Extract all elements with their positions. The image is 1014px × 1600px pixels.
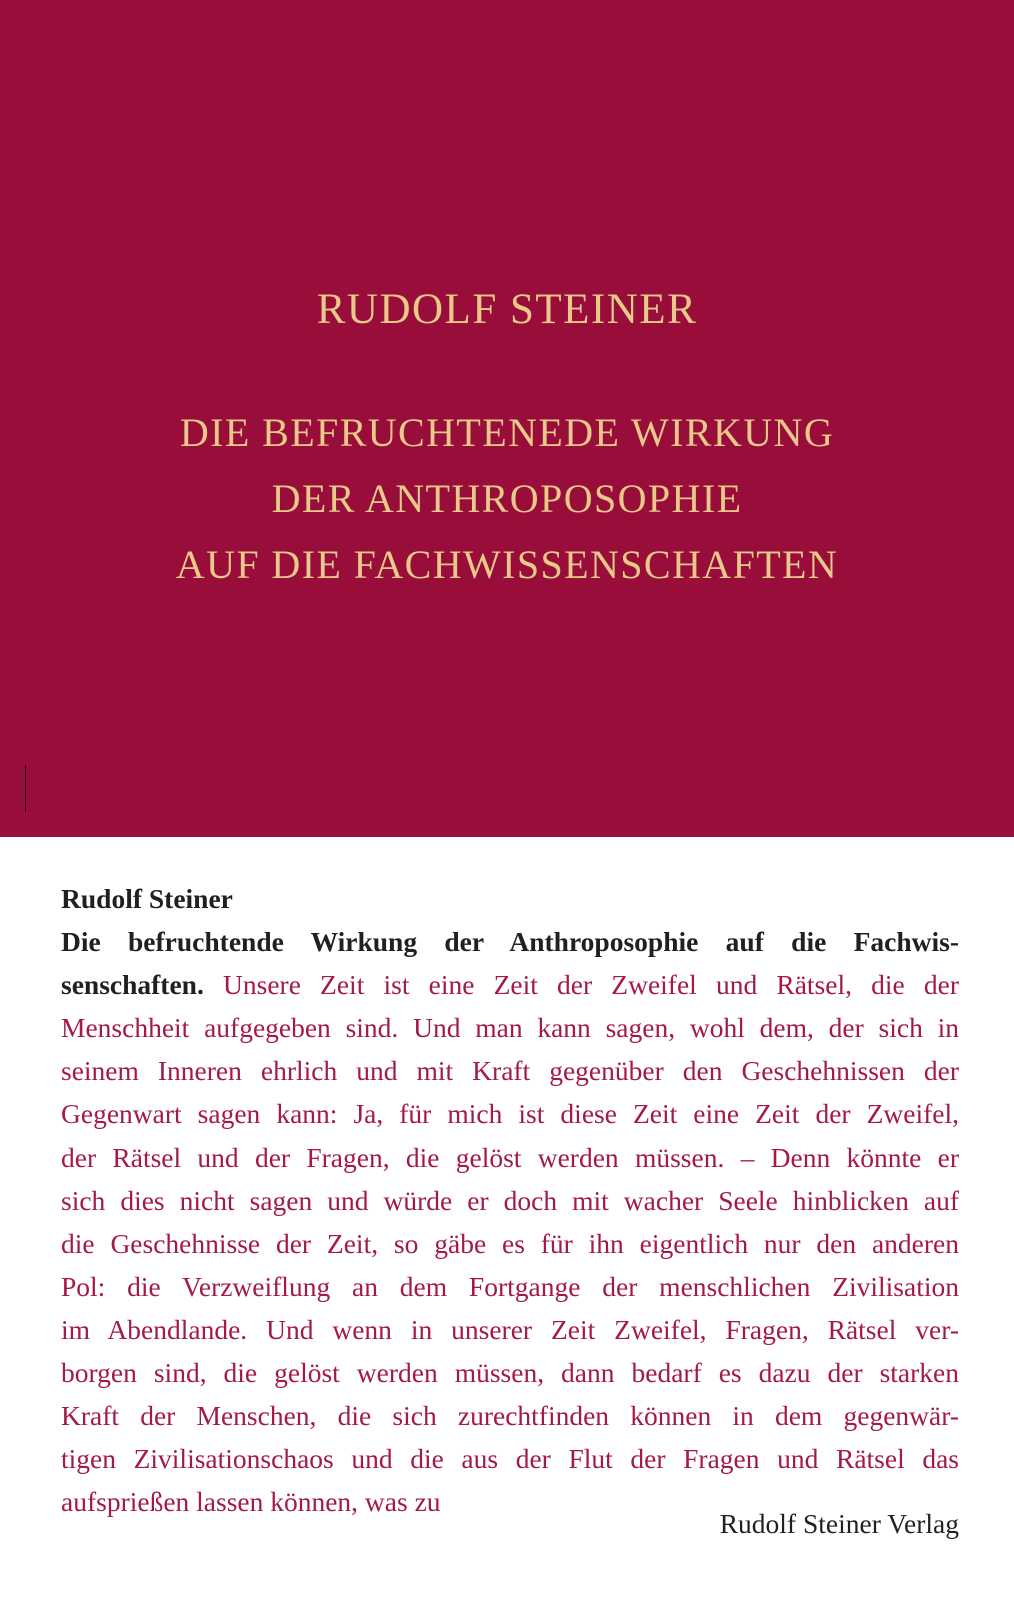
cover-title-line-3: AUF DIE FACHWISSENSCHAFTEN bbox=[175, 542, 839, 587]
blurb-line: tigen Zivilisationschaos und die aus der Flut der Fragen und Rätsel das bbox=[61, 1443, 959, 1475]
blurb-text bbox=[61, 877, 959, 1523]
fold-mark bbox=[25, 765, 26, 812]
blurb-line: im Abendlande. Und wenn in unserer Zeit Zweifel, Fragen, Rätsel ver- bbox=[61, 1313, 959, 1345]
blurb-line bbox=[61, 963, 959, 1006]
blurb-line: die Geschehnisse der Zeit, so gäbe es für ihn eigentlich nur den anderen bbox=[61, 1227, 959, 1259]
blurb-author: Rudolf Steiner bbox=[61, 883, 233, 914]
blurb-title-line: Die befruchtende Wirkung der Anthroposophie auf die Fachwis- bbox=[61, 926, 959, 958]
blurb-line: Gegenwart sagen kann: Ja, für mich ist diese Zeit eine Zeit der Zweifel, bbox=[61, 1098, 959, 1130]
cover-title-line-2: DER ANTHROPOSOPHIE bbox=[271, 476, 743, 521]
blurb-title-end: senschaften. bbox=[61, 969, 204, 1001]
blurb-line: der Rätsel und der Fragen, die gelöst werden müssen. – Denn könnte er bbox=[61, 1141, 959, 1173]
blurb-line: sich dies nicht sagen und würde er doch mit wacher Seele hinblicken auf bbox=[61, 1184, 959, 1216]
blurb-last-line: aufsprießen lassen können, was zu bbox=[61, 1486, 441, 1518]
blurb-line: Menschheit aufgegeben sind. Und man kann sagen, wohl dem, der sich in bbox=[61, 1012, 959, 1044]
cover-author: RUDOLF STEINER bbox=[316, 286, 698, 333]
blurb-line: Kraft der Menschen, die sich zurechtfinden können in dem gegenwär- bbox=[61, 1400, 959, 1432]
blurb-line: borgen sind, die gelöst werden müssen, dann bedarf es dazu der starken bbox=[61, 1357, 959, 1389]
cover-title-line-1: DIE BEFRUCHTENEDE WIRKUNG bbox=[179, 410, 835, 455]
publisher-name: Rudolf Steiner Verlag bbox=[719, 1508, 959, 1539]
blurb-line: seinem Inneren ehrlich und mit Kraft gegenüber den Geschehnissen der bbox=[61, 1055, 959, 1087]
blurb-text-start: Unsere Zeit ist eine Zeit der Zweifel und Rätsel, die der bbox=[203, 969, 959, 1001]
blurb-line: Pol: die Verzweiflung an dem Fortgange der menschlichen Zivilisation bbox=[61, 1270, 959, 1302]
cover-title bbox=[0, 410, 1014, 611]
